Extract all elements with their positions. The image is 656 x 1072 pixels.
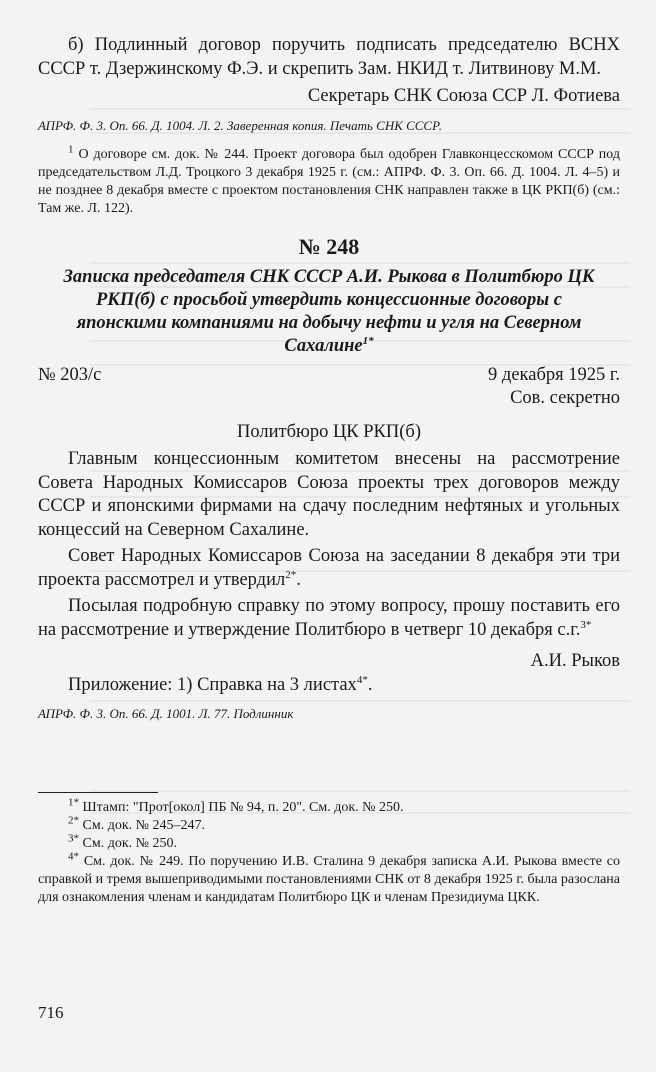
attachment-end: .	[367, 674, 373, 695]
document-page	[38, 34, 620, 907]
prev-source-note: АПРФ. Ф. 3. Оп. 66. Д. 1004. Л. 2. Заверенная копия. Печать СНК СССР.	[38, 117, 442, 133]
ref-date-row	[38, 364, 620, 388]
footnote-4-text: См. док. № 249. По поручению И.В. Сталина 9 декабря записка А.И. Рыкова вместе со справкой и тремя вышеприводимыми постановлениями СНК от 8 декабря 1925 г. была разослана для ознакомления членам и кандидатам Политбюро ЦК и членам Президиума ЦКК.	[38, 854, 621, 905]
footnote-1	[38, 796, 620, 817]
footnote-2-mark: 2*	[68, 814, 79, 827]
paragraph-1: Главным концессионным комитетом внесены на рассмотрение Совета Народных Комиссаров Союза проекты трех договоров между СССР и японскими фирмами на сдачу последним нефтяных и угольных концессий на Северном Сахалине.	[38, 449, 620, 540]
title-text: Записка председателя СНК СССР А.И. Рыкова в Политбюро ЦК РКП(б) с просьбой утвердить концессионные договоры с японскими компаниями на добычу нефти и угля на Северном Сахалине	[63, 266, 595, 356]
paragraph-3	[38, 595, 620, 642]
document-title	[38, 266, 620, 358]
footnote-1-mark: 1*	[68, 796, 79, 809]
footnote-3	[38, 832, 620, 853]
prev-paragraph-b: б) Подлинный договор поручить подписать председателю ВСНХ СССР т. Дзержинскому Ф.Э. и скрепить Зам. НКИД т. Литвинову М.М.	[38, 35, 620, 79]
paragraph-2-text: Совет Народных Комиссаров Союза на заседании 8 декабря эти три проекта рассмотрел и утвердил	[38, 546, 620, 590]
paragraph-2-end: .	[296, 569, 301, 590]
paragraph-3-mark: 3*	[580, 618, 592, 631]
paragraph-2	[38, 545, 620, 592]
footnote-2	[38, 814, 620, 835]
footnote-4	[38, 850, 621, 907]
attachment	[38, 674, 620, 698]
paragraph-2-mark: 2*	[285, 568, 297, 581]
footnote-1-text: Штамп: "Прот[окол] ПБ № 94, п. 20". См. док. № 250.	[82, 800, 404, 815]
reference-number: № 203/с	[38, 364, 102, 385]
footnote-4-mark: 4*	[68, 850, 79, 863]
attachment-text: Приложение: 1) Справка на 3 листах	[68, 674, 357, 695]
document-number: № 248	[298, 233, 360, 259]
footnote-rule	[38, 792, 158, 793]
page-number: 716	[38, 1003, 64, 1022]
prev-signature: Секретарь СНК Союза ССР Л. Фотиева	[307, 86, 620, 106]
footnotes	[38, 796, 621, 907]
classification: Сов. секретно	[510, 388, 620, 408]
paragraph-3-text: Посылая подробную справку по этому вопросу, прошу поставить его на рассмотрение и утверждение Политбюро в четверг 10 декабря с.г.	[38, 596, 620, 640]
footnote-2-text: См. док. № 245–247.	[82, 818, 205, 833]
footnote-3-text: См. док. № 250.	[82, 836, 177, 851]
signature: А.И. Рыков	[530, 651, 620, 671]
title-mark: 1*	[362, 334, 374, 347]
source-note: АПРФ. Ф. 3. Оп. 66. Д. 1001. Л. 77. Подлинник	[38, 706, 294, 721]
prev-footnote	[38, 142, 620, 218]
footnote-3-mark: 3*	[68, 832, 79, 845]
addressee: Политбюро ЦК РКП(б)	[237, 421, 421, 442]
footnote-mark: 1	[68, 142, 74, 155]
attachment-mark: 4*	[356, 673, 368, 686]
document-date: 9 декабря 1925 г.	[488, 364, 620, 385]
footnote-text: О договоре см. док. № 244. Проект договора был одобрен Главконцесскомом СССР под председательством Л.Д. Троцкого 3 декабря 1925 г. (см.: АПРФ. Ф. 3. Оп. 66. Д. 1004. Л. 4–5) и не позднее 8 декабря вместе с проектом постановления СНК направлен также в ЦК РКП(б) (см.: Там же. Л. 122).	[38, 146, 620, 216]
